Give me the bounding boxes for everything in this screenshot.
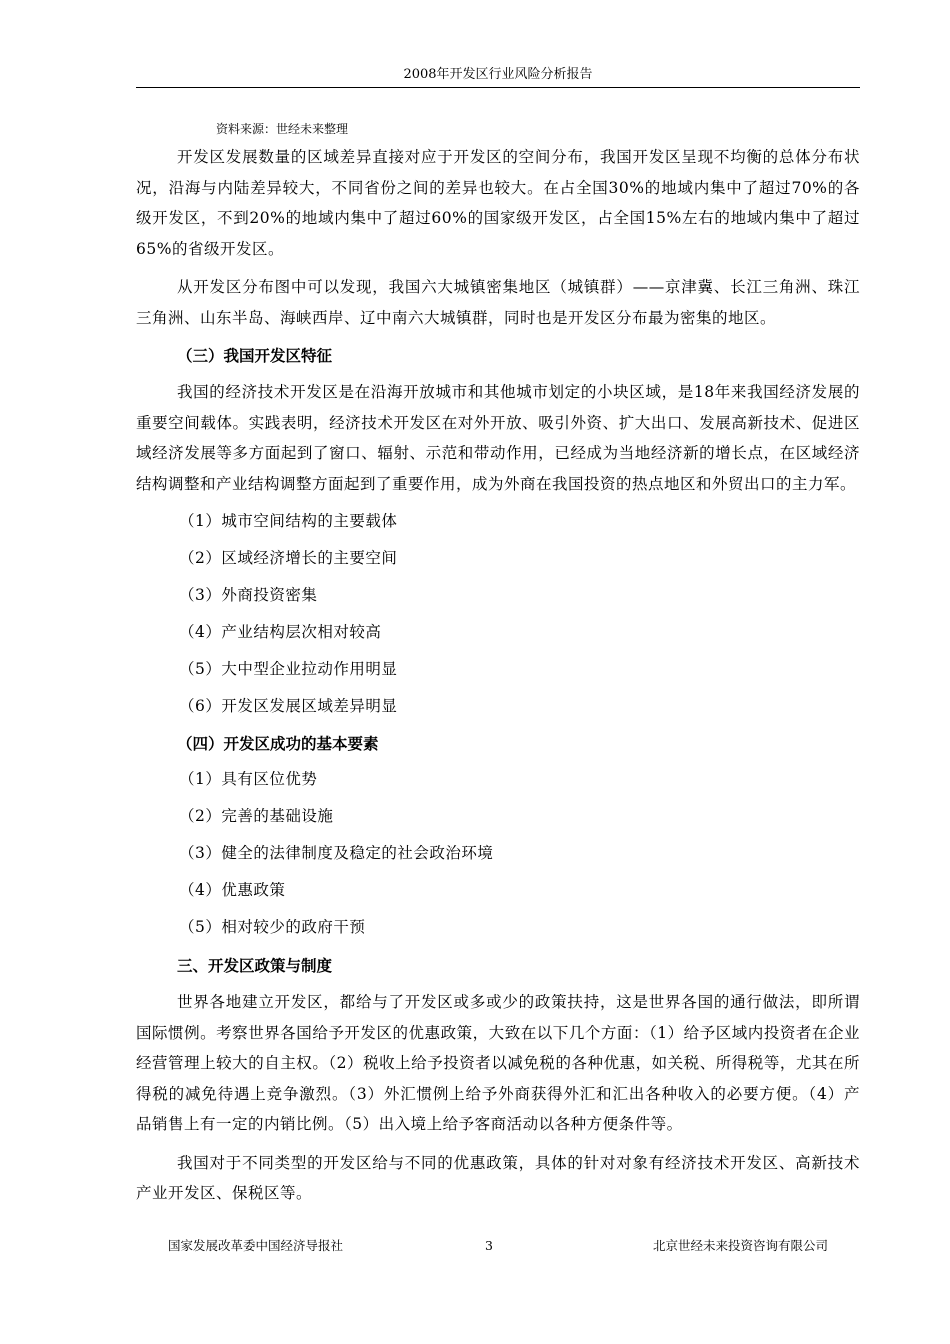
- heading-success-factors: （四）开发区成功的基本要素: [177, 735, 379, 753]
- list-item: （4）优惠政策: [179, 881, 286, 899]
- paragraph-international-practice: 世界各地建立开发区，都给与了开发区或多或少的政策扶持，这是世界各国的通行做法，即所谓国际惯例。考察世界各国给予开发区的优惠政策，大致在以下几个方面：（1）给予区域内投资者在企业经营管理上较大的自主权。（2）税收上给予投资者以减免税的各种优惠，如关税、所得税等，尤其在所得税的减免待遇上竞争激烈。（3）外汇惯例上给予外商获得外汇和汇出各种收入的必要方便。（4）产品销售上有一定的内销比例。（5）出入境上给予客商活动以各种方便条件等。: [136, 993, 860, 1133]
- list-item: （3）外商投资密集: [179, 586, 318, 604]
- footer-publisher: 国家发展改革委中国经济导报社: [168, 1238, 344, 1253]
- page-number: 3: [485, 1238, 493, 1253]
- paragraph-urban-clusters: 从开发区分布图中可以发现，我国六大城镇密集地区（城镇群）——京津冀、长江三角洲、珠江三角洲、山东半岛、海峡西岸、辽中南六大城镇群，同时也是开发区分布最为密集的地区。: [136, 278, 860, 327]
- list-item: （3）健全的法律制度及稳定的社会政治环境: [179, 844, 494, 862]
- list-item: （2）完善的基础设施: [179, 807, 334, 825]
- paragraph-domestic-policy: 我国对于不同类型的开发区给与不同的优惠政策，具体的针对对象有经济技术开发区、高新技术产业开发区、保税区等。: [136, 1153, 860, 1202]
- header-divider: [136, 87, 860, 88]
- list-item: （2）区域经济增长的主要空间: [179, 549, 398, 567]
- heading-section-policy: 三、开发区政策与制度: [177, 957, 333, 975]
- list-item: （1）具有区位优势: [179, 770, 318, 788]
- list-item: （1）城市空间结构的主要载体: [179, 512, 398, 530]
- list-item: （5）相对较少的政府干预: [179, 918, 366, 936]
- page-header-title: 2008年开发区行业风险分析报告: [403, 67, 593, 82]
- paragraph-regional-distribution: 开发区发展数量的区域差异直接对应于开发区的空间分布，我国开发区呈现不均衡的总体分布状况，沿海与内陆差异较大，不同省份之间的差异也较大。在占全国30%的地域内集中了超过70%的各级开发区，不到20%的地域内集中了超过60%的国家级开发区，占全国15%左右的地域内集中了超过65%的省级开发区。: [136, 148, 860, 258]
- paragraph-etdz-role: 我国的经济技术开发区是在沿海开放城市和其他城市划定的小块区域，是18年来我国经济发展的重要空间载体。实践表明，经济技术开发区在对外开放、吸引外资、扩大出口、发展高新技术、促进区域经济发展等多方面起到了窗口、辐射、示范和带动作用，已经成为当地经济新的增长点，在区域经济结构调整和产业结构调整方面起到了重要作用，成为外商在我国投资的热点地区和外贸出口的主力军。: [136, 383, 860, 493]
- document-body: [136, 120, 860, 1217]
- list-item: （5）大中型企业拉动作用明显: [179, 660, 398, 678]
- list-item: （4）产业结构层次相对较高: [179, 623, 382, 641]
- heading-features: （三）我国开发区特征: [177, 347, 333, 365]
- source-note: 资料来源：世经未来整理: [216, 122, 349, 136]
- list-item: （6）开发区发展区域差异明显: [179, 697, 398, 715]
- page-footer: [168, 1236, 828, 1256]
- success-factors-list: [136, 765, 860, 941]
- footer-company: 北京世经未来投资咨询有限公司: [652, 1238, 828, 1253]
- features-list: [136, 507, 860, 720]
